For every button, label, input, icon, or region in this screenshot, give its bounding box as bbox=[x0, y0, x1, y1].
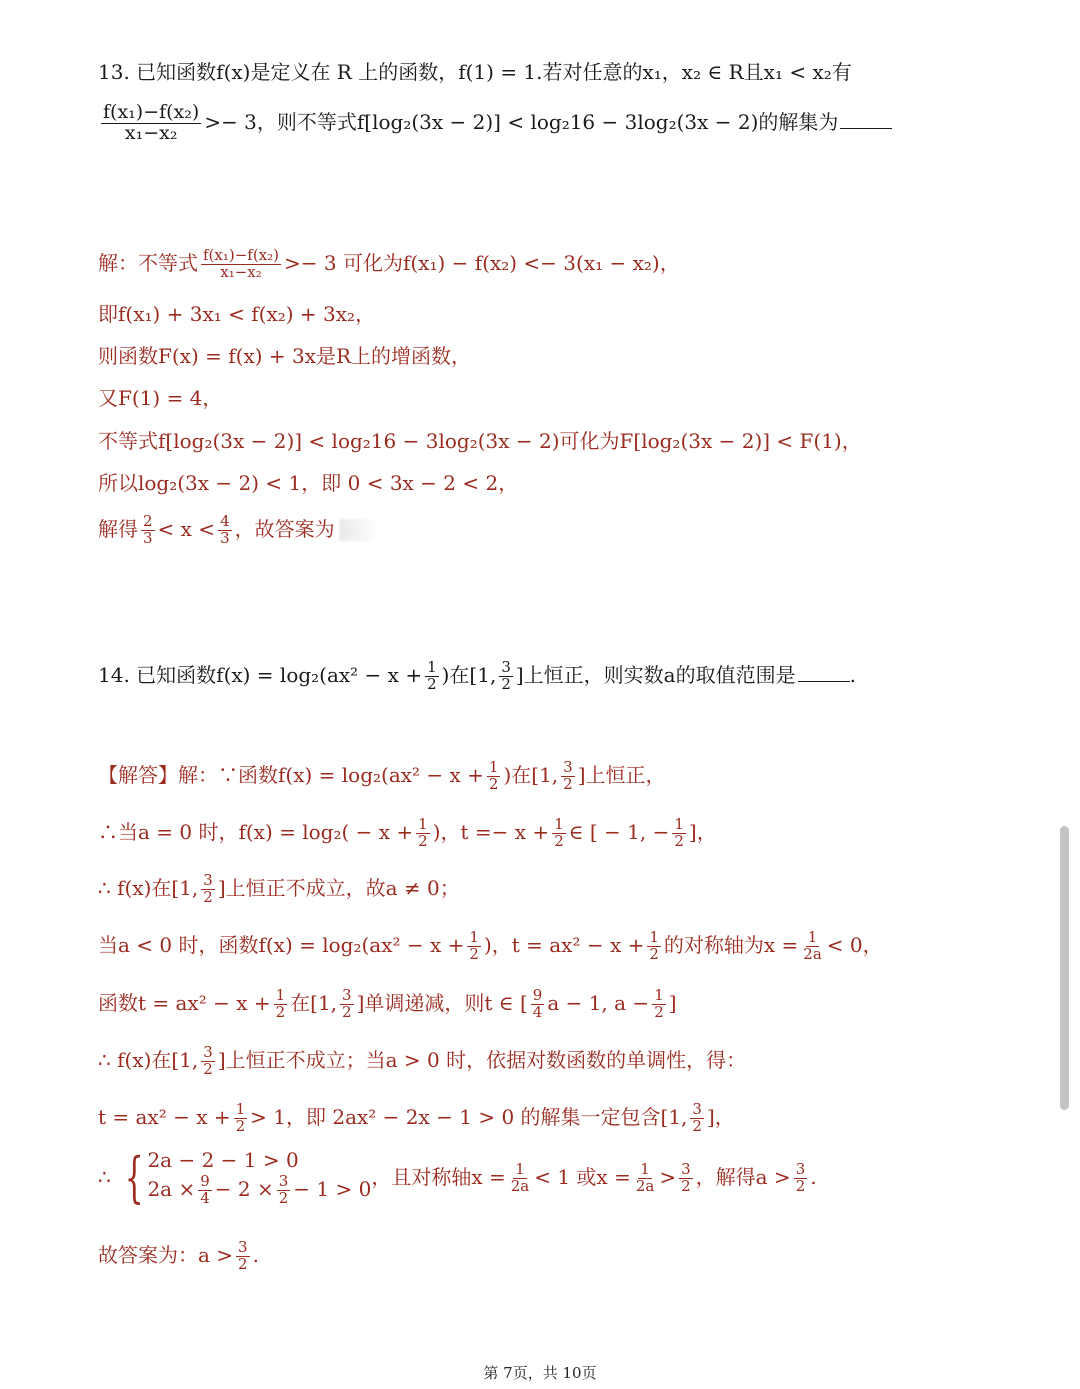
fraction bbox=[236, 1240, 250, 1273]
fraction bbox=[277, 1174, 291, 1207]
fraction bbox=[467, 930, 481, 963]
a14-line5 bbox=[98, 988, 677, 1021]
frac-numerator: 1 bbox=[554, 815, 564, 833]
q13-fraction bbox=[101, 103, 201, 144]
frac-denominator: 2 bbox=[654, 1002, 664, 1021]
a14-line3 bbox=[98, 873, 460, 906]
frac-denominator: 2 bbox=[203, 887, 213, 906]
a14-line7 bbox=[98, 1102, 735, 1135]
fraction bbox=[561, 760, 575, 793]
fraction bbox=[647, 930, 661, 963]
a14-text: ，解得a > bbox=[695, 1164, 791, 1189]
q13-text: 13. 已知函数f(x)是定义在 R 上的函数，f(1) = 1.若对任意的x₁，x₂ ∈ R且x₁ < x₂有 bbox=[98, 60, 852, 84]
frac-numerator: 3 bbox=[501, 658, 511, 676]
frac-numerator: 1 bbox=[275, 986, 286, 1004]
frac-numerator: f(x₁)−f(x₂) bbox=[203, 246, 280, 264]
a13-fraction bbox=[201, 248, 281, 281]
frac-numerator: 1 bbox=[674, 815, 684, 833]
fraction bbox=[509, 1162, 532, 1195]
frac-denominator: 3 bbox=[220, 528, 230, 547]
q13-condition: >− 3，则不等式f[log₂(3x − 2)] < log₂16 − 3log₂(3x − 2)的解集为 bbox=[204, 109, 839, 134]
a13-text: ，故答案为 bbox=[234, 516, 335, 541]
fraction bbox=[201, 873, 215, 906]
a14-text: . bbox=[252, 1242, 259, 1267]
system-row: 2a − 2 − 1 > 0 bbox=[147, 1148, 299, 1172]
a13-line4: 又F(1) = 4， bbox=[98, 386, 223, 410]
frac-denominator: 2 bbox=[418, 831, 428, 850]
fraction bbox=[531, 988, 545, 1021]
frac-numerator: 1 bbox=[807, 928, 818, 946]
frac-numerator: 1 bbox=[640, 1160, 650, 1178]
a14-text: . bbox=[810, 1164, 817, 1189]
frac-numerator: 9 bbox=[532, 986, 543, 1004]
system-row bbox=[147, 1174, 371, 1207]
frac-denominator: 2 bbox=[427, 674, 437, 693]
fraction bbox=[801, 930, 824, 963]
a14-line8 bbox=[98, 1146, 817, 1210]
system-rows bbox=[147, 1150, 371, 1207]
a14-text: )在[1, bbox=[503, 762, 559, 787]
frac-numerator: 3 bbox=[278, 1172, 289, 1190]
q14-text: ]上恒正，则实数a的取值范围是 bbox=[515, 662, 796, 687]
fraction bbox=[425, 660, 439, 693]
frac-denominator: x₁−x₂ bbox=[124, 121, 178, 144]
a13-line7 bbox=[98, 514, 375, 547]
frac-denominator: 2 bbox=[275, 1002, 286, 1021]
q13-line1 bbox=[98, 62, 852, 82]
a13-line3: 则函数F(x) = f(x) + 3x是R上的增函数， bbox=[98, 344, 472, 368]
fraction bbox=[690, 1102, 704, 1135]
a14-text: ∴当a = 0 时，f(x) = log₂( − x + bbox=[98, 819, 414, 844]
a14-line1 bbox=[98, 760, 666, 793]
a13-line6: 所以log₂(3x − 2) < 1，即 0 < 3x − 2 < 2， bbox=[98, 471, 519, 495]
answer-blank bbox=[840, 128, 892, 129]
fraction bbox=[552, 817, 566, 850]
fraction bbox=[198, 1174, 212, 1207]
frac-denominator: 2a bbox=[510, 1176, 530, 1195]
a14-text: 2a × bbox=[147, 1176, 196, 1201]
fraction bbox=[141, 514, 155, 547]
a14-text: ] bbox=[668, 990, 677, 1015]
q14-text: 14. 已知函数f(x) = log₂(ax² − x + bbox=[98, 662, 423, 687]
a14-text: ]， bbox=[706, 1104, 735, 1129]
frac-denominator: 2 bbox=[238, 1254, 248, 1273]
fraction bbox=[340, 988, 354, 1021]
frac-numerator: 3 bbox=[342, 986, 352, 1004]
a14-text: > bbox=[659, 1164, 677, 1189]
a14-text: ∴ bbox=[98, 1164, 111, 1189]
frac-numerator: 1 bbox=[649, 928, 659, 946]
frac-denominator: 3 bbox=[143, 528, 153, 547]
frac-denominator: 2 bbox=[674, 831, 684, 850]
a14-line4 bbox=[98, 930, 883, 963]
a14-text: 的对称轴为x = bbox=[663, 932, 799, 957]
frac-denominator: 2a bbox=[635, 1176, 655, 1195]
a14-text: t = ax² − x + bbox=[98, 1104, 231, 1129]
a14-text: a − 1, a − bbox=[547, 990, 650, 1015]
a13-line5: 不等式f[log₂(3x − 2)] < log₂16 − 3log₂(3x − 2)可化为F[log₂(3x − 2)] < F(1)， bbox=[98, 429, 862, 453]
a14-text: ]上恒正， bbox=[577, 762, 666, 787]
a14-text: ]单调递减，则t ∈ [ bbox=[356, 990, 528, 1015]
frac-denominator: 4 bbox=[200, 1188, 210, 1207]
frac-numerator: 1 bbox=[515, 1160, 525, 1178]
frac-numerator: 2 bbox=[143, 512, 153, 530]
fraction bbox=[652, 988, 666, 1021]
a14-text: ]， bbox=[688, 819, 717, 844]
a13-line2: 即f(x₁) + 3x₁ < f(x₂) + 3x₂， bbox=[98, 302, 376, 326]
frac-numerator: 4 bbox=[220, 512, 230, 530]
a14-text: ，且对称轴x = bbox=[371, 1164, 506, 1189]
fraction bbox=[218, 514, 232, 547]
frac-numerator: 3 bbox=[681, 1160, 691, 1178]
a13-text: 解：不等式 bbox=[98, 250, 198, 275]
frac-numerator: 1 bbox=[235, 1100, 246, 1118]
frac-denominator: 2 bbox=[563, 774, 573, 793]
a14-text: ∴ f(x)在[1, bbox=[98, 875, 199, 900]
answer-blank bbox=[798, 681, 850, 682]
a14-line9 bbox=[98, 1240, 259, 1273]
a14-text: 当a < 0 时，函数f(x) = log₂(ax² − x + bbox=[98, 932, 465, 957]
a14-line2 bbox=[98, 817, 717, 850]
frac-numerator: 3 bbox=[795, 1160, 806, 1178]
fraction bbox=[487, 760, 501, 793]
page-footer: 第 7页，共 10页 bbox=[483, 1364, 597, 1382]
frac-denominator: 2 bbox=[795, 1176, 806, 1195]
a14-text: ∴ f(x)在[1, bbox=[98, 1047, 199, 1072]
a14-text: )，t = ax² − x + bbox=[483, 932, 645, 957]
a14-text: 在[1, bbox=[290, 990, 338, 1015]
fraction bbox=[274, 988, 288, 1021]
frac-denominator: 2 bbox=[681, 1176, 691, 1195]
a14-line6 bbox=[98, 1045, 746, 1078]
frac-numerator: 1 bbox=[469, 928, 479, 946]
fraction bbox=[499, 660, 513, 693]
frac-denominator: 2 bbox=[692, 1116, 702, 1135]
fraction bbox=[672, 817, 686, 850]
a14-text: > 1，即 2ax² − 2x − 1 > 0 的解集一定包含[1, bbox=[250, 1104, 688, 1129]
equation-system bbox=[117, 1146, 372, 1210]
a14-text: ]上恒正不成立；当a > 0 时，依据对数函数的单调性，得： bbox=[217, 1047, 747, 1072]
redacted-answer bbox=[339, 519, 375, 541]
frac-denominator: 2 bbox=[649, 944, 659, 963]
frac-numerator: 3 bbox=[203, 1043, 213, 1061]
frac-denominator: 2 bbox=[342, 1002, 352, 1021]
frac-numerator: 1 bbox=[654, 986, 664, 1004]
fraction bbox=[634, 1162, 657, 1195]
frac-numerator: 1 bbox=[427, 658, 437, 676]
a14-text: − 1 > 0 bbox=[293, 1176, 372, 1201]
frac-denominator: 4 bbox=[532, 1002, 543, 1021]
frac-numerator: 1 bbox=[488, 758, 499, 776]
a14-text: )，t =− x + bbox=[432, 819, 550, 844]
a13-text: 解得 bbox=[98, 516, 138, 541]
frac-numerator: 9 bbox=[200, 1172, 210, 1190]
frac-denominator: 2 bbox=[203, 1059, 213, 1078]
a14-text: 故答案为：a > bbox=[98, 1242, 234, 1267]
a13-text: < x < bbox=[157, 516, 216, 541]
q14-line bbox=[98, 660, 856, 693]
frac-denominator: 2a bbox=[803, 944, 822, 963]
frac-denominator: 2 bbox=[278, 1188, 289, 1207]
fraction bbox=[416, 817, 430, 850]
fraction bbox=[234, 1102, 248, 1135]
a14-text: < 1 或x = bbox=[534, 1164, 631, 1189]
fraction bbox=[201, 1045, 215, 1078]
frac-denominator: x₁−x₂ bbox=[220, 262, 262, 281]
frac-denominator: 2 bbox=[554, 831, 564, 850]
a14-text: − 2 × bbox=[214, 1176, 274, 1201]
fraction bbox=[679, 1162, 693, 1195]
frac-denominator: 2 bbox=[488, 774, 499, 793]
frac-numerator: f(x₁)−f(x₂) bbox=[103, 101, 200, 123]
scrollbar[interactable] bbox=[1060, 826, 1069, 1110]
brace-icon: { bbox=[124, 1146, 144, 1210]
frac-numerator: 3 bbox=[563, 758, 573, 776]
a13-line1 bbox=[98, 248, 680, 281]
frac-denominator: 2 bbox=[235, 1116, 246, 1135]
a14-text: ]上恒正不成立，故a ≠ 0； bbox=[217, 875, 460, 900]
frac-denominator: 2 bbox=[501, 674, 511, 693]
frac-denominator: 2 bbox=[469, 944, 479, 963]
a14-text: 【解答】解：∵函数f(x) = log₂(ax² − x + bbox=[98, 762, 484, 787]
a13-text: >− 3 可化为f(x₁) − f(x₂) <− 3(x₁ − x₂)， bbox=[284, 250, 680, 275]
q13-line2 bbox=[98, 103, 892, 144]
a14-text: ∈ [ − 1, − bbox=[568, 819, 670, 844]
q14-text: . bbox=[849, 662, 856, 687]
frac-numerator: 1 bbox=[418, 815, 428, 833]
a14-text: 函数t = ax² − x + bbox=[98, 990, 271, 1015]
frac-numerator: 3 bbox=[692, 1100, 702, 1118]
frac-numerator: 3 bbox=[203, 871, 213, 889]
frac-numerator: 3 bbox=[238, 1238, 248, 1256]
q14-text: )在[1, bbox=[441, 662, 497, 687]
fraction bbox=[794, 1162, 808, 1195]
a14-text: < 0， bbox=[826, 932, 883, 957]
